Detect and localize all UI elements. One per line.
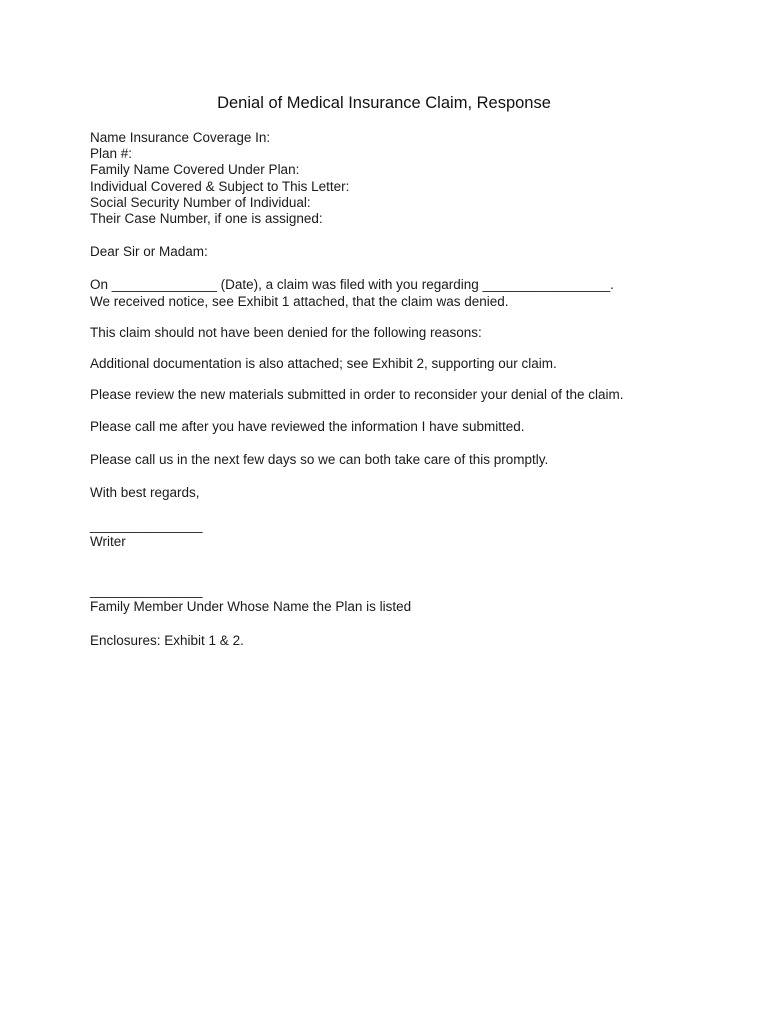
header-field-individual-covered: Individual Covered & Subject to This Letter: (90, 179, 350, 194)
signature-line-family-member: _______________ (90, 583, 203, 598)
body-paragraph-4: Please review the new materials submitted in order to reconsider your denial of the claim. (90, 387, 624, 402)
header-field-case-number: Their Case Number, if one is assigned: (90, 211, 323, 226)
body-paragraph-5: Please call me after you have reviewed the information I have submitted. (90, 419, 525, 434)
header-field-ssn: Social Security Number of Individual: (90, 195, 311, 210)
document-title: Denial of Medical Insurance Claim, Response (217, 94, 551, 112)
salutation: Dear Sir or Madam: (90, 244, 208, 259)
body-paragraph-1-line-1: On ______________ (Date), a claim was filed with you regarding _________________. (90, 277, 614, 292)
header-field-coverage-name: Name Insurance Coverage In: (90, 130, 271, 145)
header-field-plan-number: Plan #: (90, 146, 133, 161)
body-paragraph-1-line-2: We received notice, see Exhibit 1 attached, that the claim was denied. (90, 294, 509, 309)
body-paragraph-2: This claim should not have been denied for the following reasons: (90, 325, 482, 340)
enclosures: Enclosures: Exhibit 1 & 2. (90, 633, 244, 648)
closing: With best regards, (90, 485, 200, 500)
body-paragraph-6: Please call us in the next few days so we can both take care of this promptly. (90, 452, 549, 467)
signature-label-writer: Writer (90, 534, 126, 549)
header-field-family-name: Family Name Covered Under Plan: (90, 162, 300, 177)
signature-line-writer: _______________ (90, 518, 203, 533)
signature-label-family-member: Family Member Under Whose Name the Plan is listed (90, 599, 412, 614)
body-paragraph-3: Additional documentation is also attached; see Exhibit 2, supporting our claim. (90, 356, 557, 371)
